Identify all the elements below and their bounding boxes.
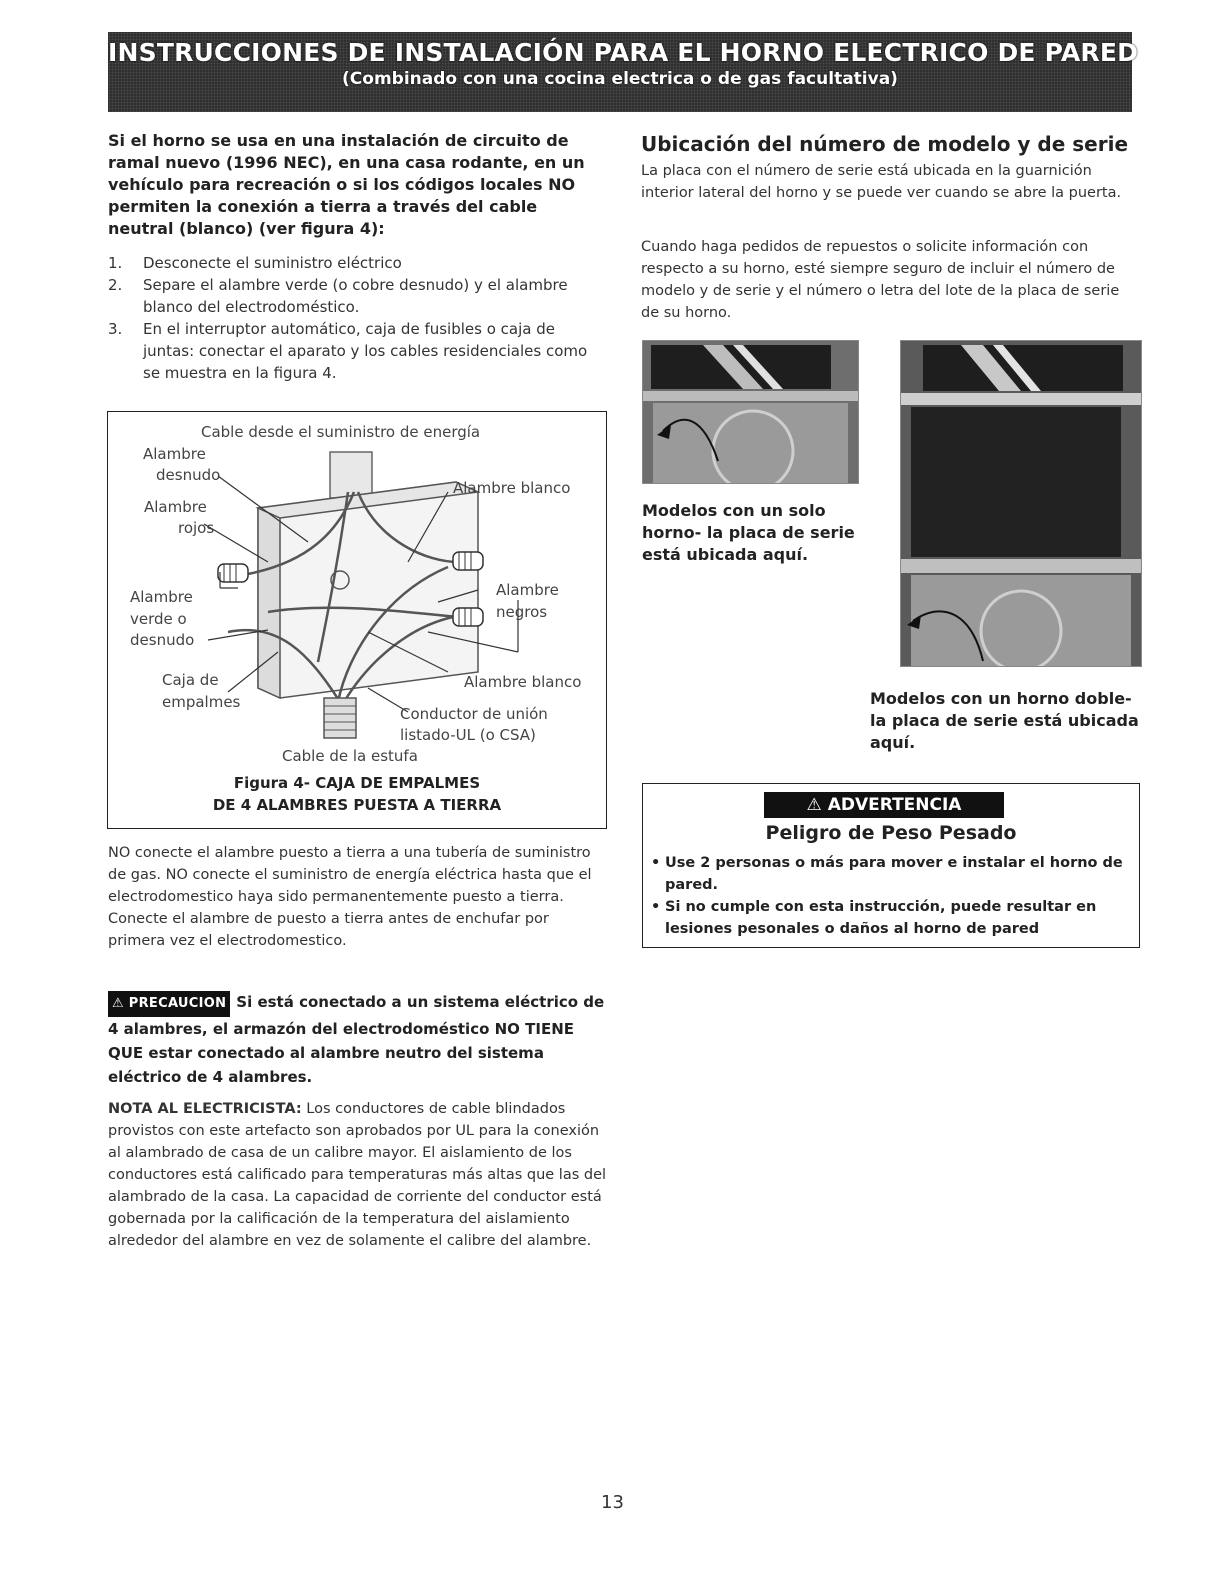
label-green-3: desnudo [130,631,195,649]
warning-box [642,783,1140,948]
ground-note: NO conecte el alambre puesto a tierra a una tubería de suministro de gas. NO conecte el suministro de energía eléctrica hasta que el electrodomestico haya sido permanentemente puesto a tierra. Conecte el alambre de puesto a tierra antes de enchufar por primera vez el electrodomestico. [108,845,592,949]
figure-4-junction-box [107,411,607,829]
label-red-1: Alambre [144,498,207,516]
label-conductor-2: listado-UL (o CSA) [400,726,536,744]
label-box-2: empalmes [162,693,241,711]
wire-nut-red [218,564,248,582]
label-black-1: Alambre [496,581,559,599]
double-oven-photo [900,340,1142,667]
serial-para-1: La placa con el número de serie está ubicada en la guarnición interior lateral del horno y se puede ver cuando se abre la puerta. [641,163,1122,201]
warning-list [651,852,1131,940]
electrician-label: NOTA AL ELECTRICISTA: [108,1101,302,1117]
label-range-cable: Cable de la estufa [282,747,418,765]
warning-badge: ⚠ ADVERTENCIA [764,792,1004,818]
page-title: INSTRUCCIONES DE INSTALACIÓN PARA EL HORNO ELECTRICO DE PARED [108,38,1139,67]
left-heading: Si el horno se usa en una instalación de circuito de ramal nuevo (1996 NEC), en una casa rodante, en un vehículo para recreación o si los códigos locales NO permiten la conexión a tierra a través del cable neutral (blanco) (ver figura 4): [108,131,585,238]
range-cable-conduit [324,698,356,738]
single-oven-caption: Modelos con un solo horno- la placa de serie está ubicada aquí. [642,501,855,564]
label-green-1: Alambre [130,588,193,606]
wire-nut-black [453,608,483,626]
caution-text: Si está conectado a un sistema eléctrico de 4 alambres, el armazón del electrodoméstico NO TIENE QUE estar conectado al alambre neutro del sistema eléctrico de 4 alambres. [108,993,605,1086]
label-bare-1: Alambre [143,445,206,463]
page-subtitle: (Combinado con una cocina electrica o de gas facultativa) [342,69,898,89]
list-item [108,274,608,318]
double-oven-illustration [901,341,1141,666]
step-number: 2. [108,276,123,294]
label-red-2: rojos [178,519,215,537]
step-text: En el interruptor automático, caja de fusibles o caja de juntas: conectar el aparato y los cables residenciales como se muestra en la figura 4. [143,320,588,382]
label-green-2: verde o [130,610,187,628]
figure-caption-2: DE 4 ALAMBRES PUESTA A TIERRA [212,796,502,814]
caution-badge: ⚠ PRECAUCION [108,991,230,1017]
warning-title: Peligro de Peso Pesado [765,822,1017,844]
step-number: 1. [108,254,123,272]
label-white-top: Alambre blanco [453,479,571,497]
warning-badge-label: ADVERTENCIA [827,795,962,815]
list-item [108,318,608,384]
label-black-2: negros [496,603,548,621]
label-box-1: Caja de [162,671,219,689]
list-item: • Si no cumple con esta instrucción, puede resultar en lesiones pesonales o daños al horno de pared [651,896,1131,940]
caution-badge-label: PRECAUCION [128,996,227,1011]
electrician-text: Los conductores de cable blindados provistos con este artefacto son aprobados por UL para la conexión al alambrado de casa de un calibre mayor. El aislamiento de los conductores está calificado para temperaturas más altas que las del alambrado de la casa. La capacidad de corriente del conductor está gobernada por la calificación de la temperatura del aislamiento alrededor del alambre en vez de solamente el calibre del alambre. [108,1101,607,1249]
step-text: Desconecte el suministro eléctrico [143,254,402,272]
caution-block [108,990,608,1089]
label-cable-supply: Cable desde el suministro de energía [201,423,481,441]
figure-caption-1: Figura 4- CAJA DE EMPALMES [233,774,481,792]
page-number: 13 [601,1492,624,1513]
step-number: 3. [108,320,123,338]
list-item [108,252,608,274]
supply-cable-conduit [330,452,372,498]
single-oven-photo [642,340,859,484]
wire-nut-white [453,552,483,570]
steps-list [108,252,608,384]
label-conductor-1: Conductor de unión [400,705,548,723]
label-bare-2: desnudo [156,466,221,484]
step-text: Separe el alambre verde (o cobre desnudo) y el alambre blanco del electrodoméstico. [143,276,568,316]
serial-para-2: Cuando haga pedidos de repuestos o solicite información con respecto a su horno, esté siempre seguro de incluir el número de modelo y de serie y el número o letra del lote de la placa de serie de su horno. [641,239,1120,321]
single-oven-illustration [643,341,858,483]
box-side [258,508,280,698]
list-item: • Use 2 personas o más para mover e instalar el horno de pared. [651,852,1131,896]
label-white-bottom: Alambre blanco [464,673,582,691]
electrician-note [108,1098,608,1252]
serial-heading: Ubicación del número de modelo y de serie [641,132,1129,156]
header-banner [108,32,1139,112]
double-oven-caption: Modelos con un horno doble- la placa de serie está ubicada aquí. [870,689,1139,752]
